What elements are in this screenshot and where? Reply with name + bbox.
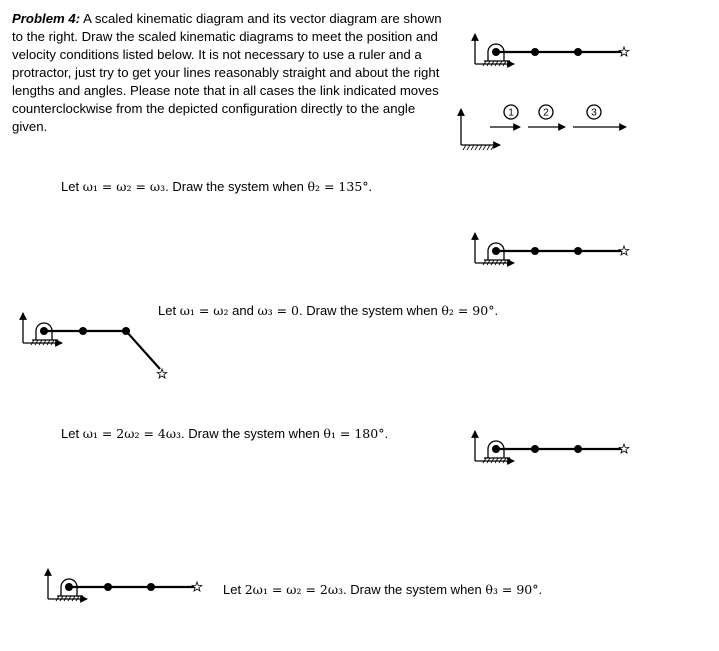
svg-text:2: 2 [543, 107, 549, 119]
part-c-tail: . Draw the system when [181, 426, 324, 441]
part-b-mechanism [23, 313, 167, 378]
problem-body: A scaled kinematic diagram and its vector diagram are shown to the right. Draw the scaled kinematic diagrams to meet the position and velocity conditions listed below. It is not necessary to use a ruler and a protractor, just try to get your lines reasonably straight and about the right lengths and angles. Please note that in all cases the link indicated moves counterclockwise from the depicted configuration directly to the angle given. [12, 11, 442, 134]
part-b-middle: and [228, 303, 258, 318]
part-a-angle: θ₂ = 135° [307, 179, 369, 194]
part-c-end: . [384, 426, 389, 441]
vector-label-3 [587, 105, 601, 119]
part-c-angle: θ₁ = 180° [323, 426, 385, 441]
part-a-condition: ω₁ = ω₂ = ω₃ [82, 179, 166, 194]
part-b-condition2: ω₃ = 0 [257, 303, 300, 318]
part-b-lead: Let [158, 303, 180, 318]
part-d-tail: . Draw the system when [343, 582, 486, 597]
part-a-mechanism [475, 233, 629, 265]
part-b-end: . [494, 303, 499, 318]
part-d-condition: 2ω₁ = ω₂ = 2ω₃ [244, 582, 344, 597]
part-c-mechanism [475, 431, 629, 463]
part-a-lead: Let [61, 179, 83, 194]
part-a-tail: . Draw the system when [165, 179, 308, 194]
problem-heading: Problem 4: [12, 11, 81, 26]
vector-label-2 [539, 105, 553, 119]
vector-label-1 [504, 105, 518, 119]
part-d-lead: Let [223, 582, 245, 597]
part-d-mechanism [48, 569, 202, 601]
part-b-condition: ω₁ = ω₂ [179, 303, 229, 318]
svg-text:3: 3 [591, 107, 597, 119]
part-d-end: . [538, 582, 543, 597]
part-a-end: . [368, 179, 373, 194]
part-c-lead: Let [61, 426, 83, 441]
reference-vector-diagram [461, 105, 626, 150]
part-c-condition: ω₁ = 2ω₂ = 4ω₃ [82, 426, 182, 441]
part-b-angle: θ₂ = 90° [441, 303, 495, 318]
svg-text:1: 1 [508, 107, 514, 119]
part-b-tail: . Draw the system when [299, 303, 442, 318]
reference-mechanism [475, 34, 629, 66]
part-d-angle: θ₃ = 90° [485, 582, 539, 597]
